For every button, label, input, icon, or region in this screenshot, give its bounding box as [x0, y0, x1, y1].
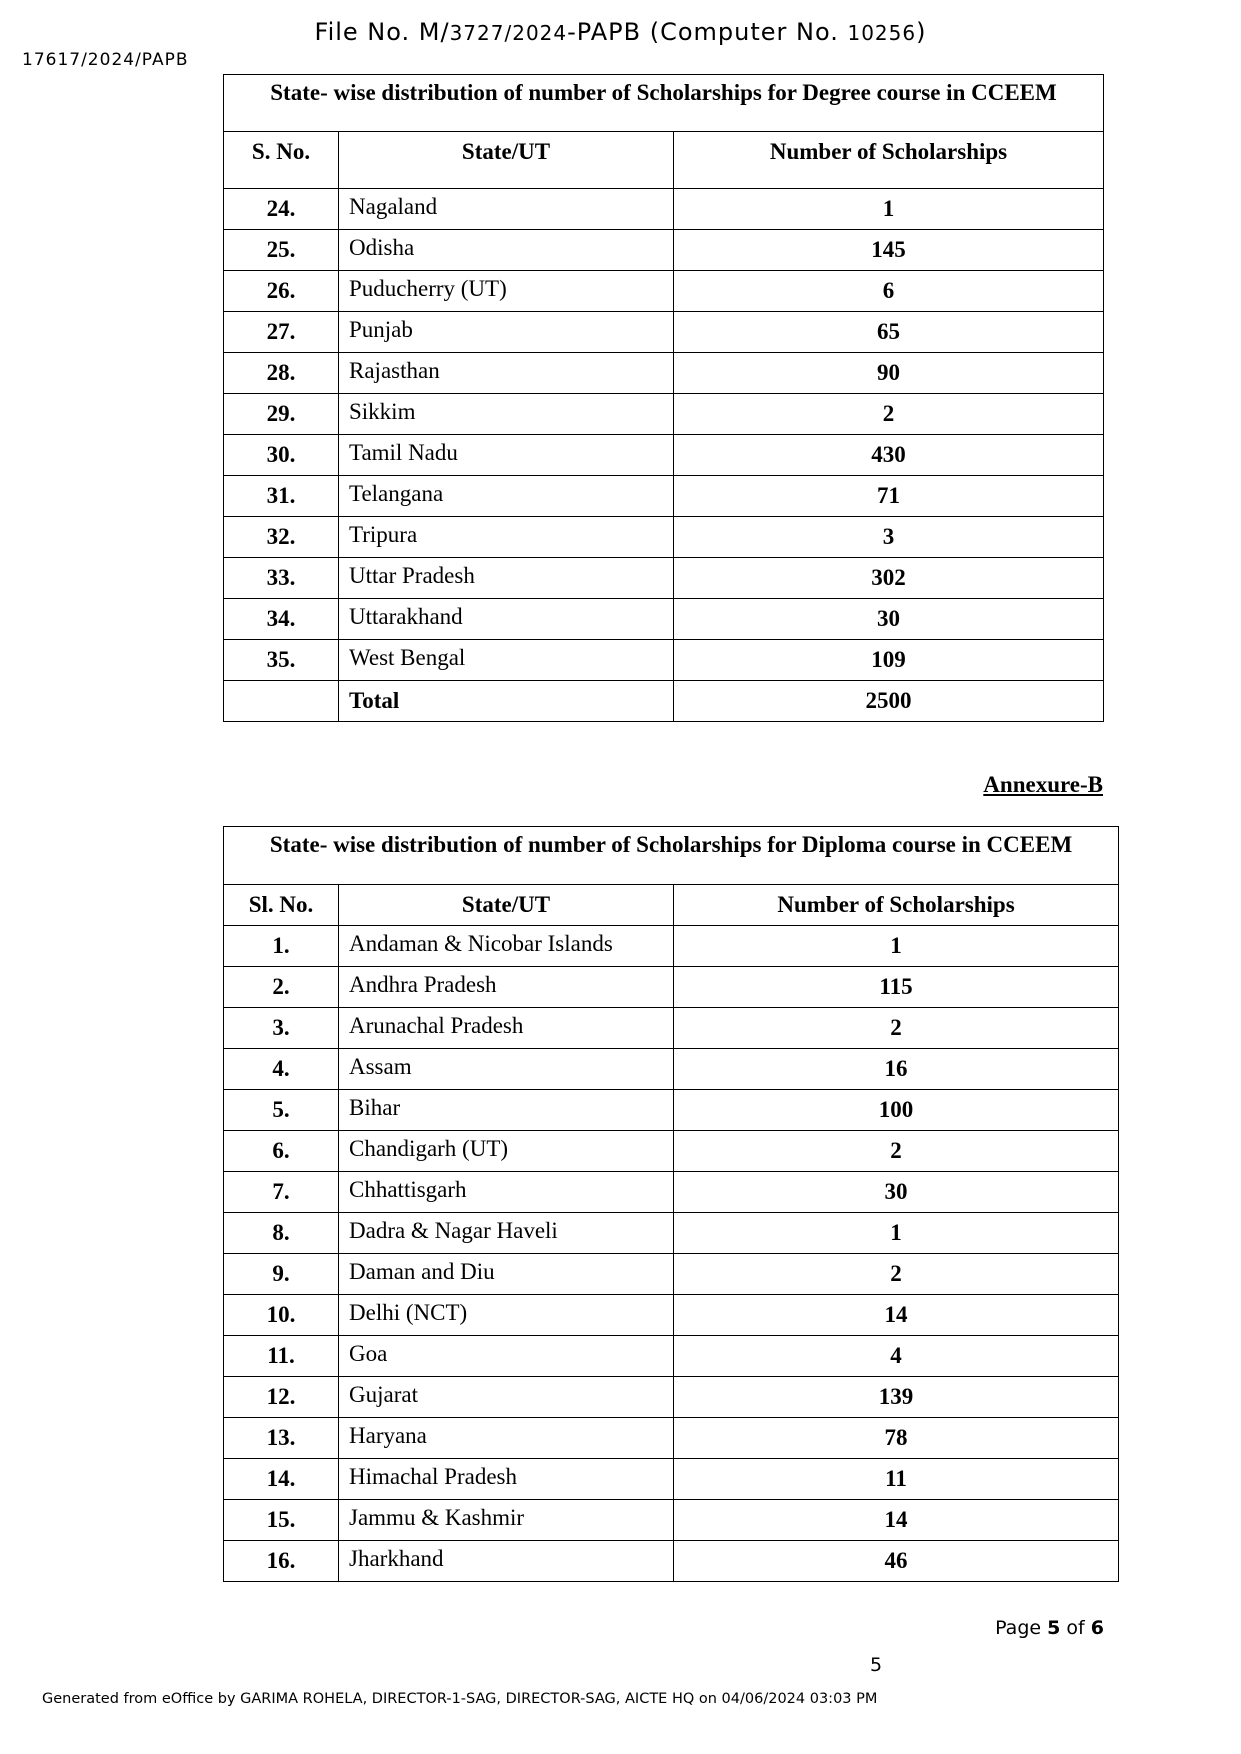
row-sno: 9. — [224, 1254, 339, 1295]
row-sno: 4. — [224, 1049, 339, 1090]
row-count: 2 — [674, 1008, 1119, 1049]
row-sno: 6. — [224, 1131, 339, 1172]
table-row — [224, 1418, 1119, 1459]
column-header-sno: S. No. — [224, 132, 339, 189]
row-state: Dadra & Nagar Haveli — [339, 1213, 674, 1254]
row-count: 65 — [674, 312, 1104, 353]
degree-table-title: State- wise distribution of number of Scholarships for Degree course in CCEEM — [224, 75, 1104, 132]
table-row — [224, 1213, 1119, 1254]
row-sno: 13. — [224, 1418, 339, 1459]
row-count: 4 — [674, 1336, 1119, 1377]
table-row — [224, 1254, 1119, 1295]
row-state: Andhra Pradesh — [339, 967, 674, 1008]
row-sno: 28. — [224, 353, 339, 394]
row-state: Bihar — [339, 1090, 674, 1131]
table-row — [224, 435, 1104, 476]
row-count: 1 — [674, 1213, 1119, 1254]
row-sno: 16. — [224, 1541, 339, 1582]
row-state: Tripura — [339, 517, 674, 558]
eoffice-footer: Generated from eOffice by GARIMA ROHELA, DIRECTOR-1-SAG, DIRECTOR-SAG, AICTE HQ on 04/06/2024 03:03 PM — [42, 1691, 878, 1707]
row-count: 90 — [674, 353, 1104, 394]
page-number: 5 — [870, 1654, 883, 1676]
column-header-count: Number of Scholarships — [674, 885, 1119, 926]
row-state: Uttarakhand — [339, 599, 674, 640]
row-sno: 25. — [224, 230, 339, 271]
row-count: 2 — [674, 394, 1104, 435]
page-prefix: Page — [995, 1617, 1048, 1639]
row-state: Himachal Pradesh — [339, 1459, 674, 1500]
row-sno: 26. — [224, 271, 339, 312]
total-pages: 6 — [1090, 1617, 1104, 1639]
table-row — [224, 1377, 1119, 1418]
row-sno: 35. — [224, 640, 339, 681]
row-state: Jammu & Kashmir — [339, 1500, 674, 1541]
row-count: 30 — [674, 599, 1104, 640]
row-state: West Bengal — [339, 640, 674, 681]
table-row — [224, 1090, 1119, 1131]
table-row — [224, 1541, 1119, 1582]
table-row — [224, 189, 1104, 230]
diploma-table-body — [224, 926, 1119, 1582]
row-count: 100 — [674, 1090, 1119, 1131]
row-count: 430 — [674, 435, 1104, 476]
column-header-state: State/UT — [339, 132, 674, 189]
table-row — [224, 640, 1104, 681]
row-sno: 34. — [224, 599, 339, 640]
page-indicator — [995, 1617, 1104, 1639]
row-count: 11 — [674, 1459, 1119, 1500]
column-header-count: Number of Scholarships — [674, 132, 1104, 189]
row-count: 145 — [674, 230, 1104, 271]
row-state: Telangana — [339, 476, 674, 517]
row-sno: 15. — [224, 1500, 339, 1541]
table-row — [224, 353, 1104, 394]
table-row — [224, 476, 1104, 517]
current-page: 5 — [1047, 1617, 1061, 1639]
row-state: Daman and Diu — [339, 1254, 674, 1295]
row-state: Haryana — [339, 1418, 674, 1459]
row-sno: 33. — [224, 558, 339, 599]
row-state: Jharkhand — [339, 1541, 674, 1582]
row-sno: 2. — [224, 967, 339, 1008]
row-sno: 12. — [224, 1377, 339, 1418]
file-prefix: File No. M/ — [314, 18, 450, 46]
diploma-table-title: State- wise distribution of number of Scholarships for Diploma course in CCEEM — [224, 827, 1119, 885]
row-state: Punjab — [339, 312, 674, 353]
row-state: Arunachal Pradesh — [339, 1008, 674, 1049]
total-label: Total — [339, 681, 674, 722]
row-sno: 1. — [224, 926, 339, 967]
row-state: Andaman & Nicobar Islands — [339, 926, 674, 967]
row-count: 71 — [674, 476, 1104, 517]
row-state: Gujarat — [339, 1377, 674, 1418]
row-count: 109 — [674, 640, 1104, 681]
side-reference: 17617/2024/PAPB — [22, 50, 189, 70]
row-count: 115 — [674, 967, 1119, 1008]
row-count: 16 — [674, 1049, 1119, 1090]
diploma-scholarship-table — [223, 826, 1119, 1582]
row-count: 2 — [674, 1254, 1119, 1295]
file-number: 3727/2024 — [449, 21, 568, 45]
degree-table-body — [224, 189, 1104, 681]
row-state: Odisha — [339, 230, 674, 271]
table-row — [224, 271, 1104, 312]
annexure-heading: Annexure-B — [983, 772, 1103, 797]
row-sno: 29. — [224, 394, 339, 435]
table-row — [224, 1500, 1119, 1541]
row-sno: 5. — [224, 1090, 339, 1131]
row-count: 1 — [674, 189, 1104, 230]
table-row — [224, 967, 1119, 1008]
row-state: Tamil Nadu — [339, 435, 674, 476]
total-value: 2500 — [674, 681, 1104, 722]
total-sno-cell — [224, 681, 339, 722]
row-count: 46 — [674, 1541, 1119, 1582]
page-of: of — [1060, 1617, 1091, 1639]
table-row — [224, 1459, 1119, 1500]
file-suffix: -PAPB (Computer No. — [567, 18, 848, 46]
row-state: Rajasthan — [339, 353, 674, 394]
row-count: 14 — [674, 1500, 1119, 1541]
row-sno: 32. — [224, 517, 339, 558]
row-count: 30 — [674, 1172, 1119, 1213]
table-row — [224, 394, 1104, 435]
row-state: Chhattisgarh — [339, 1172, 674, 1213]
row-count: 1 — [674, 926, 1119, 967]
row-count: 2 — [674, 1131, 1119, 1172]
row-state: Chandigarh (UT) — [339, 1131, 674, 1172]
table-row — [224, 926, 1119, 967]
row-sno: 27. — [224, 312, 339, 353]
row-sno: 7. — [224, 1172, 339, 1213]
row-count: 302 — [674, 558, 1104, 599]
row-sno: 8. — [224, 1213, 339, 1254]
row-state: Nagaland — [339, 189, 674, 230]
table-row — [224, 599, 1104, 640]
table-row — [224, 1049, 1119, 1090]
row-count: 78 — [674, 1418, 1119, 1459]
table-row — [224, 517, 1104, 558]
row-sno: 11. — [224, 1336, 339, 1377]
row-sno: 14. — [224, 1459, 339, 1500]
table-row — [224, 1131, 1119, 1172]
row-count: 6 — [674, 271, 1104, 312]
table-row — [224, 1336, 1119, 1377]
row-count: 3 — [674, 517, 1104, 558]
row-sno: 31. — [224, 476, 339, 517]
row-sno: 24. — [224, 189, 339, 230]
row-state: Assam — [339, 1049, 674, 1090]
row-state: Goa — [339, 1336, 674, 1377]
file-number-header — [0, 18, 1241, 46]
row-sno: 10. — [224, 1295, 339, 1336]
row-count: 14 — [674, 1295, 1119, 1336]
column-header-state: State/UT — [339, 885, 674, 926]
file-close: ) — [916, 18, 927, 46]
total-row — [224, 681, 1104, 722]
table-row — [224, 558, 1104, 599]
row-state: Sikkim — [339, 394, 674, 435]
row-sno: 3. — [224, 1008, 339, 1049]
table-row — [224, 1008, 1119, 1049]
computer-number: 10256 — [847, 21, 917, 45]
row-count: 139 — [674, 1377, 1119, 1418]
row-state: Puducherry (UT) — [339, 271, 674, 312]
table-row — [224, 312, 1104, 353]
row-state: Uttar Pradesh — [339, 558, 674, 599]
table-row — [224, 230, 1104, 271]
column-header-sno: Sl. No. — [224, 885, 339, 926]
degree-scholarship-table — [223, 74, 1104, 722]
row-sno: 30. — [224, 435, 339, 476]
table-row — [224, 1295, 1119, 1336]
row-state: Delhi (NCT) — [339, 1295, 674, 1336]
table-row — [224, 1172, 1119, 1213]
